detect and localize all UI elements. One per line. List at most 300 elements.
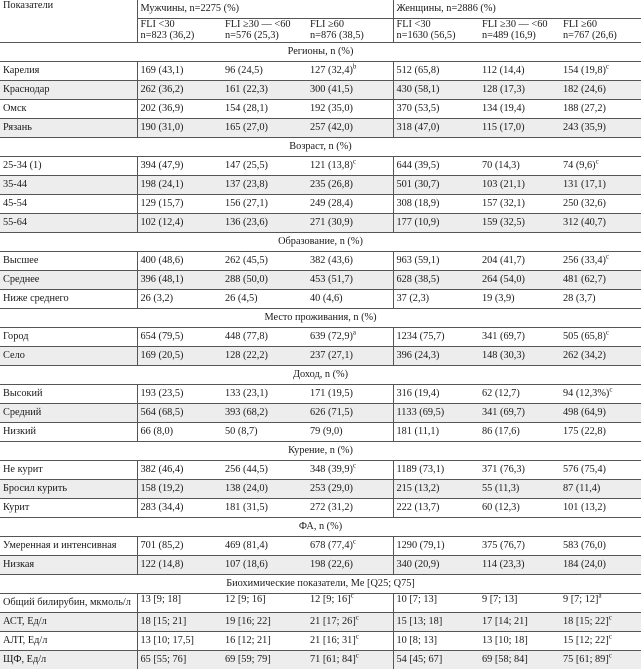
value-text: 264 (54,0) <box>482 273 525 285</box>
value-cell <box>560 251 641 270</box>
subgroup-label: FLI <30 <box>396 19 431 30</box>
value-text: 250 (32,6) <box>563 197 606 209</box>
subgroup-header <box>393 19 479 43</box>
value-text: 154 (28,1) <box>225 102 268 114</box>
row-label: Среднее <box>0 270 137 289</box>
section-row <box>0 308 641 327</box>
value-text: 60 (12,3) <box>482 501 520 513</box>
value-cell <box>222 403 307 422</box>
value-cell <box>137 498 222 517</box>
value-text: 375 (76,7) <box>482 539 525 551</box>
row-label: АСТ, Ед/л <box>0 612 137 631</box>
value-text: 448 (77,8) <box>225 330 268 342</box>
value-text: 481 (62,7) <box>563 273 606 285</box>
value-text: 453 (51,7) <box>310 273 353 285</box>
value-text: 1189 (73,1) <box>396 463 445 475</box>
value-cell <box>479 289 560 308</box>
value-text: 16 [12; 21] <box>225 634 271 646</box>
value-cell <box>137 99 222 118</box>
value-cell <box>479 460 560 479</box>
value-text: 96 (24,5) <box>225 64 263 76</box>
row-label: Курит <box>0 498 137 517</box>
value-cell <box>137 403 222 422</box>
subgroup-count: n=876 (38,5) <box>310 30 364 42</box>
value-text: 15 [13; 18] <box>396 615 443 627</box>
significance-marker: a <box>598 593 602 600</box>
section-title: Регионы, n (%) <box>0 42 641 61</box>
value-cell <box>307 213 393 232</box>
value-cell <box>479 536 560 555</box>
value-cell <box>137 61 222 80</box>
value-cell <box>560 289 641 308</box>
value-cell <box>137 612 222 631</box>
subgroup-count: n=1630 (56,5) <box>396 30 456 42</box>
value-cell <box>222 327 307 346</box>
row-label: Омск <box>0 99 137 118</box>
significance-marker: c <box>595 157 599 166</box>
row-label: 25-34 (1) <box>0 156 137 175</box>
value-text: 54 [45; 67] <box>396 653 443 665</box>
value-text: 19 (3,9) <box>482 292 515 304</box>
value-text: 341 (69,7) <box>482 406 525 418</box>
value-cell <box>560 213 641 232</box>
value-text: 644 (39,5) <box>396 159 440 171</box>
value-cell <box>307 555 393 574</box>
significance-marker: c <box>605 62 610 71</box>
value-cell <box>479 213 560 232</box>
value-cell <box>560 536 641 555</box>
value-text: 272 (31,2) <box>310 501 353 513</box>
value-text: 430 (58,1) <box>396 83 440 95</box>
value-text: 348 (39,9) <box>310 463 353 475</box>
value-cell <box>479 251 560 270</box>
value-cell <box>222 251 307 270</box>
value-text: 262 (36,2) <box>140 83 184 95</box>
value-cell <box>307 593 393 612</box>
indicator-header: Показатели <box>0 0 137 42</box>
value-cell <box>393 555 479 574</box>
value-cell <box>137 555 222 574</box>
value-cell <box>560 118 641 137</box>
value-cell <box>307 118 393 137</box>
value-cell <box>307 612 393 631</box>
section-title: Биохимические показатели, Me [Q25; Q75] <box>0 574 641 593</box>
value-text: 69 [58; 84] <box>482 653 528 665</box>
significance-marker: a <box>352 328 357 337</box>
subgroup-count: n=767 (26,6) <box>563 30 617 42</box>
value-text: 1133 (69,5) <box>396 406 445 418</box>
value-text: 382 (46,4) <box>140 463 184 475</box>
value-cell <box>560 498 641 517</box>
subgroup-label: FLI ≥30 — <60 <box>482 19 548 30</box>
value-text: 148 (30,3) <box>482 349 525 361</box>
value-cell <box>307 403 393 422</box>
value-text: 271 (30,9) <box>310 216 353 228</box>
value-cell <box>222 61 307 80</box>
value-text: 13 [9; 18] <box>140 593 182 605</box>
value-cell <box>393 384 479 403</box>
value-text: 283 (34,4) <box>140 501 184 513</box>
data-row <box>0 536 641 555</box>
row-label: ЩФ, Ед/л <box>0 650 137 669</box>
value-text: 237 (27,1) <box>310 349 353 361</box>
value-text: 112 (14,4) <box>482 64 525 76</box>
row-label: Ниже среднего <box>0 289 137 308</box>
value-text: 114 (23,3) <box>482 558 525 570</box>
value-text: 193 (23,5) <box>140 387 184 399</box>
value-text: 94 (12,3%) <box>563 387 610 399</box>
value-cell <box>307 631 393 650</box>
value-cell <box>393 650 479 669</box>
row-label: Общий билирубин, мкмоль/л <box>0 593 137 612</box>
value-cell <box>307 498 393 517</box>
value-text: 19 [16; 22] <box>225 615 271 627</box>
value-text: 12 [9; 16] <box>310 593 351 605</box>
value-cell <box>479 80 560 99</box>
section-row <box>0 574 641 593</box>
value-text: 262 (45,5) <box>225 254 268 266</box>
value-cell <box>393 593 479 612</box>
value-cell <box>560 555 641 574</box>
value-cell <box>222 593 307 612</box>
value-text: 393 (68,2) <box>225 406 268 418</box>
value-cell <box>307 156 393 175</box>
value-text: 17 [14; 21] <box>482 615 528 627</box>
section-row <box>0 517 641 536</box>
value-cell <box>479 175 560 194</box>
value-text: 65 [55; 76] <box>140 653 187 665</box>
value-cell <box>222 80 307 99</box>
data-row <box>0 327 641 346</box>
subgroup-header <box>479 19 560 43</box>
value-cell <box>560 156 641 175</box>
value-cell <box>222 194 307 213</box>
section-row <box>0 137 641 156</box>
value-text: 10 [7; 13] <box>396 593 438 605</box>
value-cell <box>222 156 307 175</box>
value-text: 55 (11,3) <box>482 482 520 494</box>
value-cell <box>307 479 393 498</box>
value-cell <box>222 536 307 555</box>
value-text: 253 (29,0) <box>310 482 353 494</box>
value-cell <box>222 498 307 517</box>
value-cell <box>479 650 560 669</box>
value-cell <box>393 118 479 137</box>
value-cell <box>393 403 479 422</box>
data-row <box>0 403 641 422</box>
subgroup-header <box>222 19 307 43</box>
value-text: 9 [7; 12] <box>563 593 599 605</box>
value-text: 340 (20,9) <box>396 558 440 570</box>
value-cell <box>222 270 307 289</box>
value-cell <box>479 346 560 365</box>
significance-marker: c <box>609 385 613 394</box>
value-text: 501 (30,7) <box>396 178 440 190</box>
value-cell <box>137 289 222 308</box>
data-row <box>0 612 641 631</box>
value-cell <box>222 213 307 232</box>
value-cell <box>479 270 560 289</box>
value-text: 87 (11,4) <box>563 482 601 494</box>
value-cell <box>307 270 393 289</box>
value-cell <box>307 289 393 308</box>
value-text: 26 (3,2) <box>140 292 174 304</box>
value-cell <box>393 213 479 232</box>
value-text: 308 (18,9) <box>396 197 440 209</box>
data-row <box>0 289 641 308</box>
data-row <box>0 175 641 194</box>
data-row <box>0 346 641 365</box>
significance-marker: c <box>352 157 357 166</box>
value-cell <box>222 555 307 574</box>
value-cell <box>479 99 560 118</box>
value-cell <box>479 593 560 612</box>
value-text: 678 (77,4) <box>310 539 353 551</box>
value-cell <box>560 479 641 498</box>
value-cell <box>307 194 393 213</box>
value-cell <box>222 612 307 631</box>
value-cell <box>222 631 307 650</box>
value-cell <box>222 479 307 498</box>
value-cell <box>479 327 560 346</box>
value-cell <box>393 612 479 631</box>
value-text: 131 (17,1) <box>563 178 606 190</box>
value-cell <box>137 251 222 270</box>
value-text: 169 (20,5) <box>140 349 184 361</box>
value-text: 21 [17; 26] <box>310 615 356 627</box>
value-text: 28 (3,7) <box>563 292 596 304</box>
value-cell <box>222 99 307 118</box>
value-cell <box>137 536 222 555</box>
women-header: Женщины, n=2886 (%) <box>393 0 641 19</box>
value-cell <box>137 384 222 403</box>
value-cell <box>393 460 479 479</box>
men-header: Мужчины, n=2275 (%) <box>137 0 393 19</box>
value-cell <box>137 631 222 650</box>
value-text: 192 (35,0) <box>310 102 353 114</box>
value-cell <box>560 61 641 80</box>
value-text: 86 (17,6) <box>482 425 520 437</box>
value-cell <box>137 213 222 232</box>
value-cell <box>560 384 641 403</box>
value-cell <box>137 175 222 194</box>
value-cell <box>393 327 479 346</box>
value-cell <box>222 118 307 137</box>
value-text: 15 [12; 22] <box>563 634 609 646</box>
value-cell <box>560 650 641 669</box>
value-text: 181 (31,5) <box>225 501 268 513</box>
subgroup-label: FLI ≥30 — <60 <box>225 19 291 30</box>
value-text: 177 (10,9) <box>396 216 440 228</box>
value-cell <box>560 99 641 118</box>
value-cell <box>222 289 307 308</box>
row-label: АЛТ, Ед/л <box>0 631 137 650</box>
value-cell <box>560 194 641 213</box>
value-cell <box>479 118 560 137</box>
value-cell <box>307 327 393 346</box>
value-cell <box>560 422 641 441</box>
section-row <box>0 365 641 384</box>
value-text: 12 [9; 16] <box>225 593 266 605</box>
data-row <box>0 99 641 118</box>
significance-marker: c <box>352 537 357 546</box>
significance-marker: c <box>355 632 359 641</box>
value-cell <box>560 80 641 99</box>
row-label: Рязань <box>0 118 137 137</box>
value-cell <box>393 99 479 118</box>
section-title: Возраст, n (%) <box>0 137 641 156</box>
value-text: 370 (53,5) <box>396 102 440 114</box>
row-label: 45-54 <box>0 194 137 213</box>
value-cell <box>137 479 222 498</box>
value-text: 202 (36,9) <box>140 102 184 114</box>
value-cell <box>479 422 560 441</box>
section-title: Образование, n (%) <box>0 232 641 251</box>
value-text: 40 (4,6) <box>310 292 343 304</box>
data-row <box>0 498 641 517</box>
value-cell <box>393 289 479 308</box>
value-cell <box>393 422 479 441</box>
value-text: 37 (2,3) <box>396 292 430 304</box>
value-text: 469 (81,4) <box>225 539 268 551</box>
value-text: 50 (8,7) <box>225 425 258 437</box>
value-cell <box>307 384 393 403</box>
value-cell <box>222 460 307 479</box>
value-text: 26 (4,5) <box>225 292 258 304</box>
value-text: 161 (22,3) <box>225 83 268 95</box>
value-text: 159 (32,5) <box>482 216 525 228</box>
value-cell <box>307 61 393 80</box>
data-row <box>0 479 641 498</box>
significance-marker: c <box>608 613 612 622</box>
data-row <box>0 251 641 270</box>
value-text: 396 (48,1) <box>140 273 184 285</box>
value-text: 654 (79,5) <box>140 330 184 342</box>
value-cell <box>393 80 479 99</box>
value-text: 156 (27,1) <box>225 197 268 209</box>
value-text: 107 (18,6) <box>225 558 268 570</box>
value-text: 133 (23,1) <box>225 387 268 399</box>
section-title: Место проживания, n (%) <box>0 308 641 327</box>
value-cell <box>393 479 479 498</box>
row-label: Низкая <box>0 555 137 574</box>
value-text: 79 (9,0) <box>310 425 343 437</box>
value-text: 10 [8; 13] <box>396 634 438 646</box>
value-text: 75 [61; 89] <box>563 653 609 665</box>
header-row-groups <box>0 0 641 19</box>
value-text: 71 [61; 84] <box>310 653 356 665</box>
subgroup-header <box>307 19 393 43</box>
value-text: 288 (50,0) <box>225 273 268 285</box>
value-cell <box>307 175 393 194</box>
value-cell <box>137 80 222 99</box>
row-label: 55-64 <box>0 213 137 232</box>
value-text: 394 (47,9) <box>140 159 184 171</box>
value-text: 122 (14,8) <box>140 558 184 570</box>
significance-marker: c <box>350 593 354 600</box>
value-cell <box>137 650 222 669</box>
value-text: 628 (38,5) <box>396 273 440 285</box>
data-row <box>0 460 641 479</box>
value-cell <box>479 498 560 517</box>
value-text: 136 (23,6) <box>225 216 268 228</box>
value-cell <box>222 384 307 403</box>
section-title: Курение, n (%) <box>0 441 641 460</box>
value-cell <box>222 175 307 194</box>
value-cell <box>479 555 560 574</box>
value-text: 576 (75,4) <box>563 463 606 475</box>
value-text: 121 (13,8) <box>310 159 353 171</box>
value-text: 181 (11,1) <box>396 425 440 437</box>
value-text: 74 (9,6) <box>563 159 596 171</box>
value-text: 1290 (79,1) <box>396 539 445 551</box>
significance-marker: c <box>608 632 612 641</box>
value-text: 198 (22,6) <box>310 558 353 570</box>
value-cell <box>479 61 560 80</box>
value-cell <box>560 593 641 612</box>
subgroup-count: n=823 (36,2) <box>140 30 195 42</box>
value-text: 137 (23,8) <box>225 178 268 190</box>
value-cell <box>137 593 222 612</box>
data-row <box>0 422 641 441</box>
row-label: Село <box>0 346 137 365</box>
data-row <box>0 631 641 650</box>
data-row <box>0 118 641 137</box>
value-text: 256 (33,4) <box>563 254 606 266</box>
value-text: 9 [7; 13] <box>482 593 518 605</box>
value-cell <box>137 118 222 137</box>
subgroup-label: FLI ≥60 <box>563 19 597 30</box>
value-cell <box>222 650 307 669</box>
subgroup-header <box>137 19 222 43</box>
value-text: 249 (28,4) <box>310 197 353 209</box>
value-text: 138 (24,0) <box>225 482 268 494</box>
value-cell <box>307 80 393 99</box>
value-cell <box>479 403 560 422</box>
section-row <box>0 42 641 61</box>
value-cell <box>307 460 393 479</box>
value-text: 222 (13,7) <box>396 501 440 513</box>
value-text: 129 (15,7) <box>140 197 184 209</box>
value-cell <box>479 631 560 650</box>
value-text: 158 (19,2) <box>140 482 184 494</box>
value-cell <box>137 346 222 365</box>
value-text: 13 [10; 17,5] <box>140 634 194 646</box>
value-text: 157 (32,1) <box>482 197 525 209</box>
value-cell <box>307 422 393 441</box>
value-text: 498 (64,9) <box>563 406 606 418</box>
data-row <box>0 650 641 669</box>
data-row <box>0 156 641 175</box>
value-cell <box>560 175 641 194</box>
significance-marker: c <box>355 613 359 622</box>
significance-marker: b <box>352 62 357 71</box>
value-text: 382 (43,6) <box>310 254 353 266</box>
value-text: 243 (35,9) <box>563 121 606 133</box>
value-text: 512 (65,8) <box>396 64 440 76</box>
value-text: 215 (13,2) <box>396 482 440 494</box>
row-label: Город <box>0 327 137 346</box>
value-cell <box>560 460 641 479</box>
value-text: 18 [15; 22] <box>563 615 609 627</box>
value-cell <box>393 346 479 365</box>
value-text: 184 (24,0) <box>563 558 606 570</box>
value-text: 62 (12,7) <box>482 387 520 399</box>
value-text: 128 (17,3) <box>482 83 525 95</box>
row-label: 35-44 <box>0 175 137 194</box>
value-text: 505 (65,8) <box>563 330 606 342</box>
value-text: 188 (27,2) <box>563 102 606 114</box>
